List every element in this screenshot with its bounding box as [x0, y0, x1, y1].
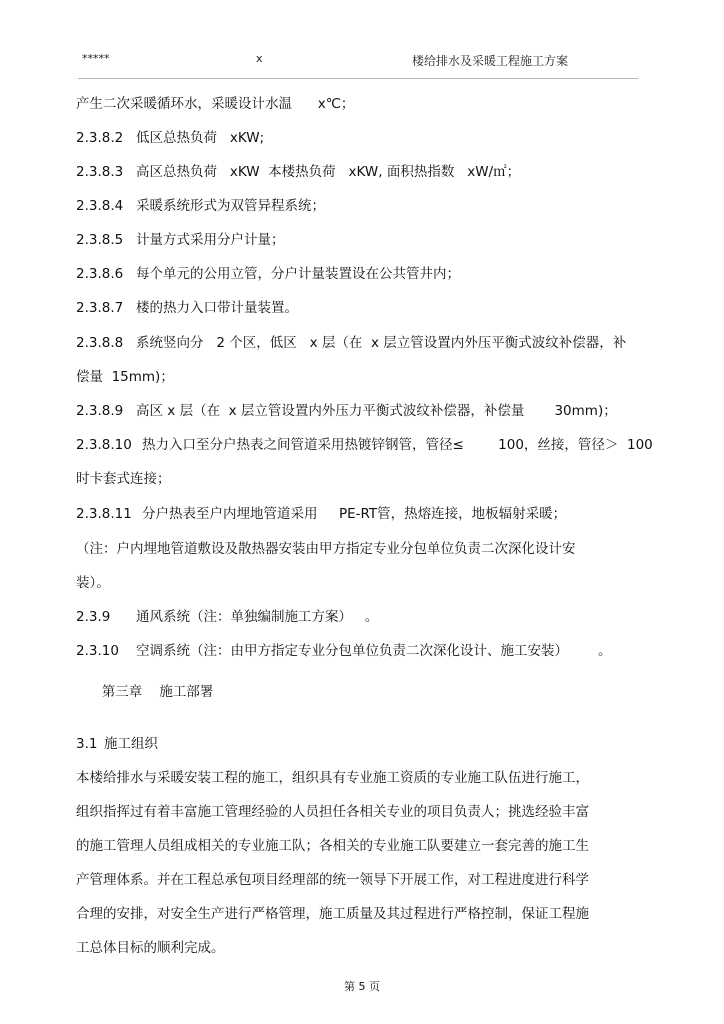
section-number: 2.3.9	[76, 609, 111, 625]
section-number: 2.3.8.10	[76, 437, 132, 453]
text-line	[76, 299, 298, 317]
line-text: 计量方式采用分户计量；	[136, 232, 285, 248]
line-text: 产管理体系。并在工程总承包项目经理部的统一领导下开展工作，对工程进度进行科学	[76, 872, 589, 888]
section-number: 2.3.8.6	[76, 266, 124, 282]
line-text: 采暖系统形式为双管异程系统；	[136, 198, 325, 214]
line-text: 高区总热负荷 xKW 本楼热负荷 xKW, 面积热指数 xW/㎡；	[136, 164, 521, 180]
line-text: 系统竖向分 2 个区，低区 x 层（在 x 层立管设置内外压平衡式波纹补偿器，补	[136, 335, 627, 351]
text-line	[76, 265, 460, 283]
text-line	[76, 769, 589, 787]
section-number: 2.3.8.7	[76, 300, 124, 316]
header-rule	[78, 78, 638, 79]
line-text: 合理的安排，对安全生产进行严格管理，施工质量及其过程进行严格控制，保证工程施	[76, 906, 589, 922]
line-text: 时卡套式连接；	[76, 471, 171, 487]
line-text: （注：户内埋地管道敷设及散热器安装由甲方指定专业分包单位负责二次深化设计安	[76, 541, 576, 557]
section-number: 3.1	[76, 736, 98, 752]
line-text: 空调系统（注：由甲方指定专业分包单位负责二次深化设计、施工安装） 。	[136, 643, 612, 659]
text-line	[76, 231, 285, 249]
line-text: 楼的热力入口带计量装置。	[136, 300, 298, 316]
text-line	[76, 95, 354, 113]
text-line	[76, 905, 589, 923]
section-number: 2.3.8.3	[76, 164, 124, 180]
line-text: 的施工管理人员组成相关的专业施工队；各相关的专业施工队要建立一套完善的施工生	[76, 838, 589, 854]
text-line	[76, 129, 264, 147]
text-line	[76, 642, 612, 660]
text-line	[76, 683, 213, 701]
line-text: 低区总热负荷 xKW;	[136, 130, 265, 146]
line-text: 偿量 15mm)；	[76, 369, 174, 385]
line-text: 每个单元的公用立管，分户计量装置设在公共管井内；	[136, 266, 460, 282]
line-text: 产生二次采暖循环水，采暖设计水温 x℃；	[76, 96, 355, 112]
line-text: 高区 x 层（在 x 层立管设置内外压力平衡式波纹补偿器，补偿量 30mm)；	[136, 403, 617, 419]
section-number: 2.3.8.4	[76, 198, 124, 214]
text-line	[76, 368, 174, 386]
header-title: 楼给排水及采暖工程施工方案	[412, 54, 569, 68]
line-text: 本楼给排水与采暖安装工程的施工，组织具有专业施工资质的专业施工队伍进行施工，	[76, 770, 589, 786]
text-line	[76, 163, 520, 181]
text-line	[76, 803, 589, 821]
text-line	[76, 540, 576, 558]
section-number: 2.3.8.5	[76, 232, 124, 248]
header-middle: x	[256, 52, 263, 65]
line-text: 热力入口至分户热表之间管道采用热镀锌钢管，管径≤ 100，丝接，管径＞ 100	[142, 437, 653, 453]
text-line	[76, 871, 589, 889]
line-text: 第三章 施工部署	[76, 684, 214, 700]
line-text: 装）。	[76, 575, 110, 591]
line-text: 组织指挥过有着丰富施工管理经验的人员担任各相关专业的项目负责人；挑选经验丰富	[76, 804, 589, 820]
text-line	[76, 735, 158, 753]
line-text: 分户热表至户内埋地管道采用 PE-RT管，热熔连接，地板辐射采暖；	[142, 506, 567, 522]
section-number: 2.3.10	[76, 643, 119, 659]
text-line	[76, 837, 589, 855]
text-line	[76, 939, 225, 957]
line-text: 工总体目标的顺利完成。	[76, 940, 225, 956]
page-number: 第 5 页	[344, 980, 380, 993]
text-line	[76, 402, 617, 420]
section-number: 2.3.8.8	[76, 335, 124, 351]
text-line	[76, 574, 110, 592]
text-line	[76, 608, 378, 626]
line-text: 施工组织	[104, 736, 158, 752]
text-line	[76, 436, 653, 454]
text-line	[76, 505, 566, 523]
section-number: 2.3.8.11	[76, 506, 132, 522]
text-line	[76, 334, 626, 352]
section-number: 2.3.8.2	[76, 130, 124, 146]
section-number: 2.3.8.9	[76, 403, 124, 419]
line-text: 通风系统（注：单独编制施工方案） 。	[136, 609, 379, 625]
text-line	[76, 470, 171, 488]
header-left: *****	[82, 52, 110, 65]
text-line	[76, 197, 325, 215]
